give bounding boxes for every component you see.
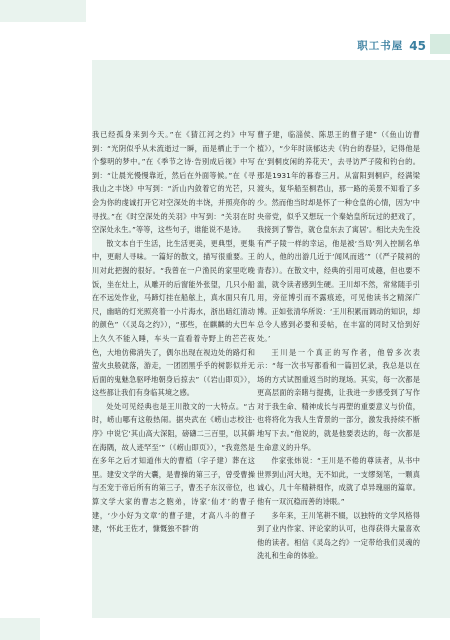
right-column — [257, 128, 420, 563]
paragraph: 处处可见经典也是王川散文的一大特点。“古时，崂山哪有这般热闹。据央武在《崂山志校注·序》中说它‘其山高大深阻，磅礴二三百里，以其僻在海隅，故人迹罕至’”（《崂山即页》），“我竟然是在多年之后才知道伟大的曹植（字子建）葬在这里。建安文学的大囊，是曹操的第三子，曾受曹操与丕宠于帝后所有的第三子，曹丕子东汉帝位，也算文学大家的曹志之胞弟，诗家‘仙才’的曹子建，‘少小好为文章’的曹子建，才高八斗的曹子建，‘怀此王佐才，慷慨独不群’的 — [92, 401, 255, 534]
paragraph: 作家张炜说：“王川是不倦的尊读者，从书中世界到山河大地，无不如此，一支缪刻笔，一颗真诚心，几十年精耕细作，成就了卓异瑰丽的篇章。他有一双沉稳而善的诗眼。” — [257, 456, 420, 507]
paragraph: 多年来，王川笔耕不辍，以独特的文学风格得到了业内作家、评论家的认可，也得获得大量喜欢他的读者。相信《灵岛之约》一定带给我们灵魂的洗礼和生命的体验。 — [257, 510, 420, 561]
top-color-strip — [0, 0, 86, 22]
paragraph: 曹子建，临淄侯、陈思王的曹子建”（《鱼山访曹植》），“少年时读郁达夫《钓台的春昼》，记得他是在‘到桐皮闲的养花天’，去寻访严子陵和钓台的。那是1931年的暮春三月。从富阳到桐庐，经满梁渡头，复华船至桐君山，那一路的美景不知看了多少。然而他当时却是怀了一种仓皇的心情，因为‘中央帝党，似乎又想玩一个秦始皇所玩过的把戏了，我接到了警告，就仓皇东去了寓居’。相比夫先生没有严子陵一样的幸运，他是被‘当局’列入控制名单的人，他的出游几近于‘闻风而逃’”（《严子陵祠的青春》）。在散文中，经典的引用可成趣，但也要不滥，就令读者感到生硬。王川却不然，常常随手引用，旁征博引而不露痕迹，可见他读书之精深广博。正如张清华所说：‘王川积累而调动的知识，却总令人感到必要和妥帖，在丰富的同时又恰到好处。’ — [257, 130, 420, 343]
corner-accent — [430, 34, 450, 54]
paragraph: 散文本自于生活，比生活更美，更典型，更集中，更耐人寻味。一篇好的散文，描写很重要。王川对此把握的很好。“我曾在一户渔民的家里吃晚饭，坐在灶上，从雕开的后窗能外张望，几只小船在不远处作业，马蹄灯挂在船舷上，真水面只有几尺，幽暗的灯光照亮着一小片海水，浙出暗红清动的颜色”（《灵岛之约》），“那些，在麒麟的大巴车上久久不能入睡，车头一直看着寺野上的芒芒夜色，大地仿佛消失了，偶尔出现在视边处的路灯和萤火虫般就落，游走，一团团黑乎乎的树影似并无后面的鬼魅急驱呼地朝身后掠去”（《岩山即页》），这些都让我们有身临其境之感。 — [92, 238, 255, 398]
page-number: 45 — [409, 38, 426, 53]
left-column — [92, 128, 255, 536]
page-header — [357, 38, 426, 53]
paragraph: 我已经孤身来到今天。”在《猜江河之约》中写到：“光阴似乎从未流逝过一瞬，而是栖止于一个个黎明的梦中。”在《季节之诗·告别成后视》中写到：“让晨光慢慢靠近，然后在外面等候。”在《寻我山之丰饶》中写到：“沂山内敛着它的光芒，只会为你的虔诚打开它对空深处的丰饶，并照亮你的寻找。”在《时空深处的关羽》中写到：“关羽在时空深处永生。”等等，这些句子，谁能说不是诗。 — [92, 130, 255, 235]
paragraph: 王川是一个真正的写作者，他曾多次表示：“每一次书写都看和一篇回忆录，我总是以在场的方式试图重返当时的现场。其实，每一次都是更高层面的亲睹与提携，让我进一步感受到了写作对于我生命、精神成长与再塑的重要意义与价值，也将将化为我人生背景的一部分，激发我持续不断地写下去。”他说的，就是他要表达的，每一次都是生命意义的升华。 — [257, 347, 420, 452]
bottom-color-strip — [0, 618, 40, 640]
section-title: 职工书屋 — [357, 40, 404, 52]
